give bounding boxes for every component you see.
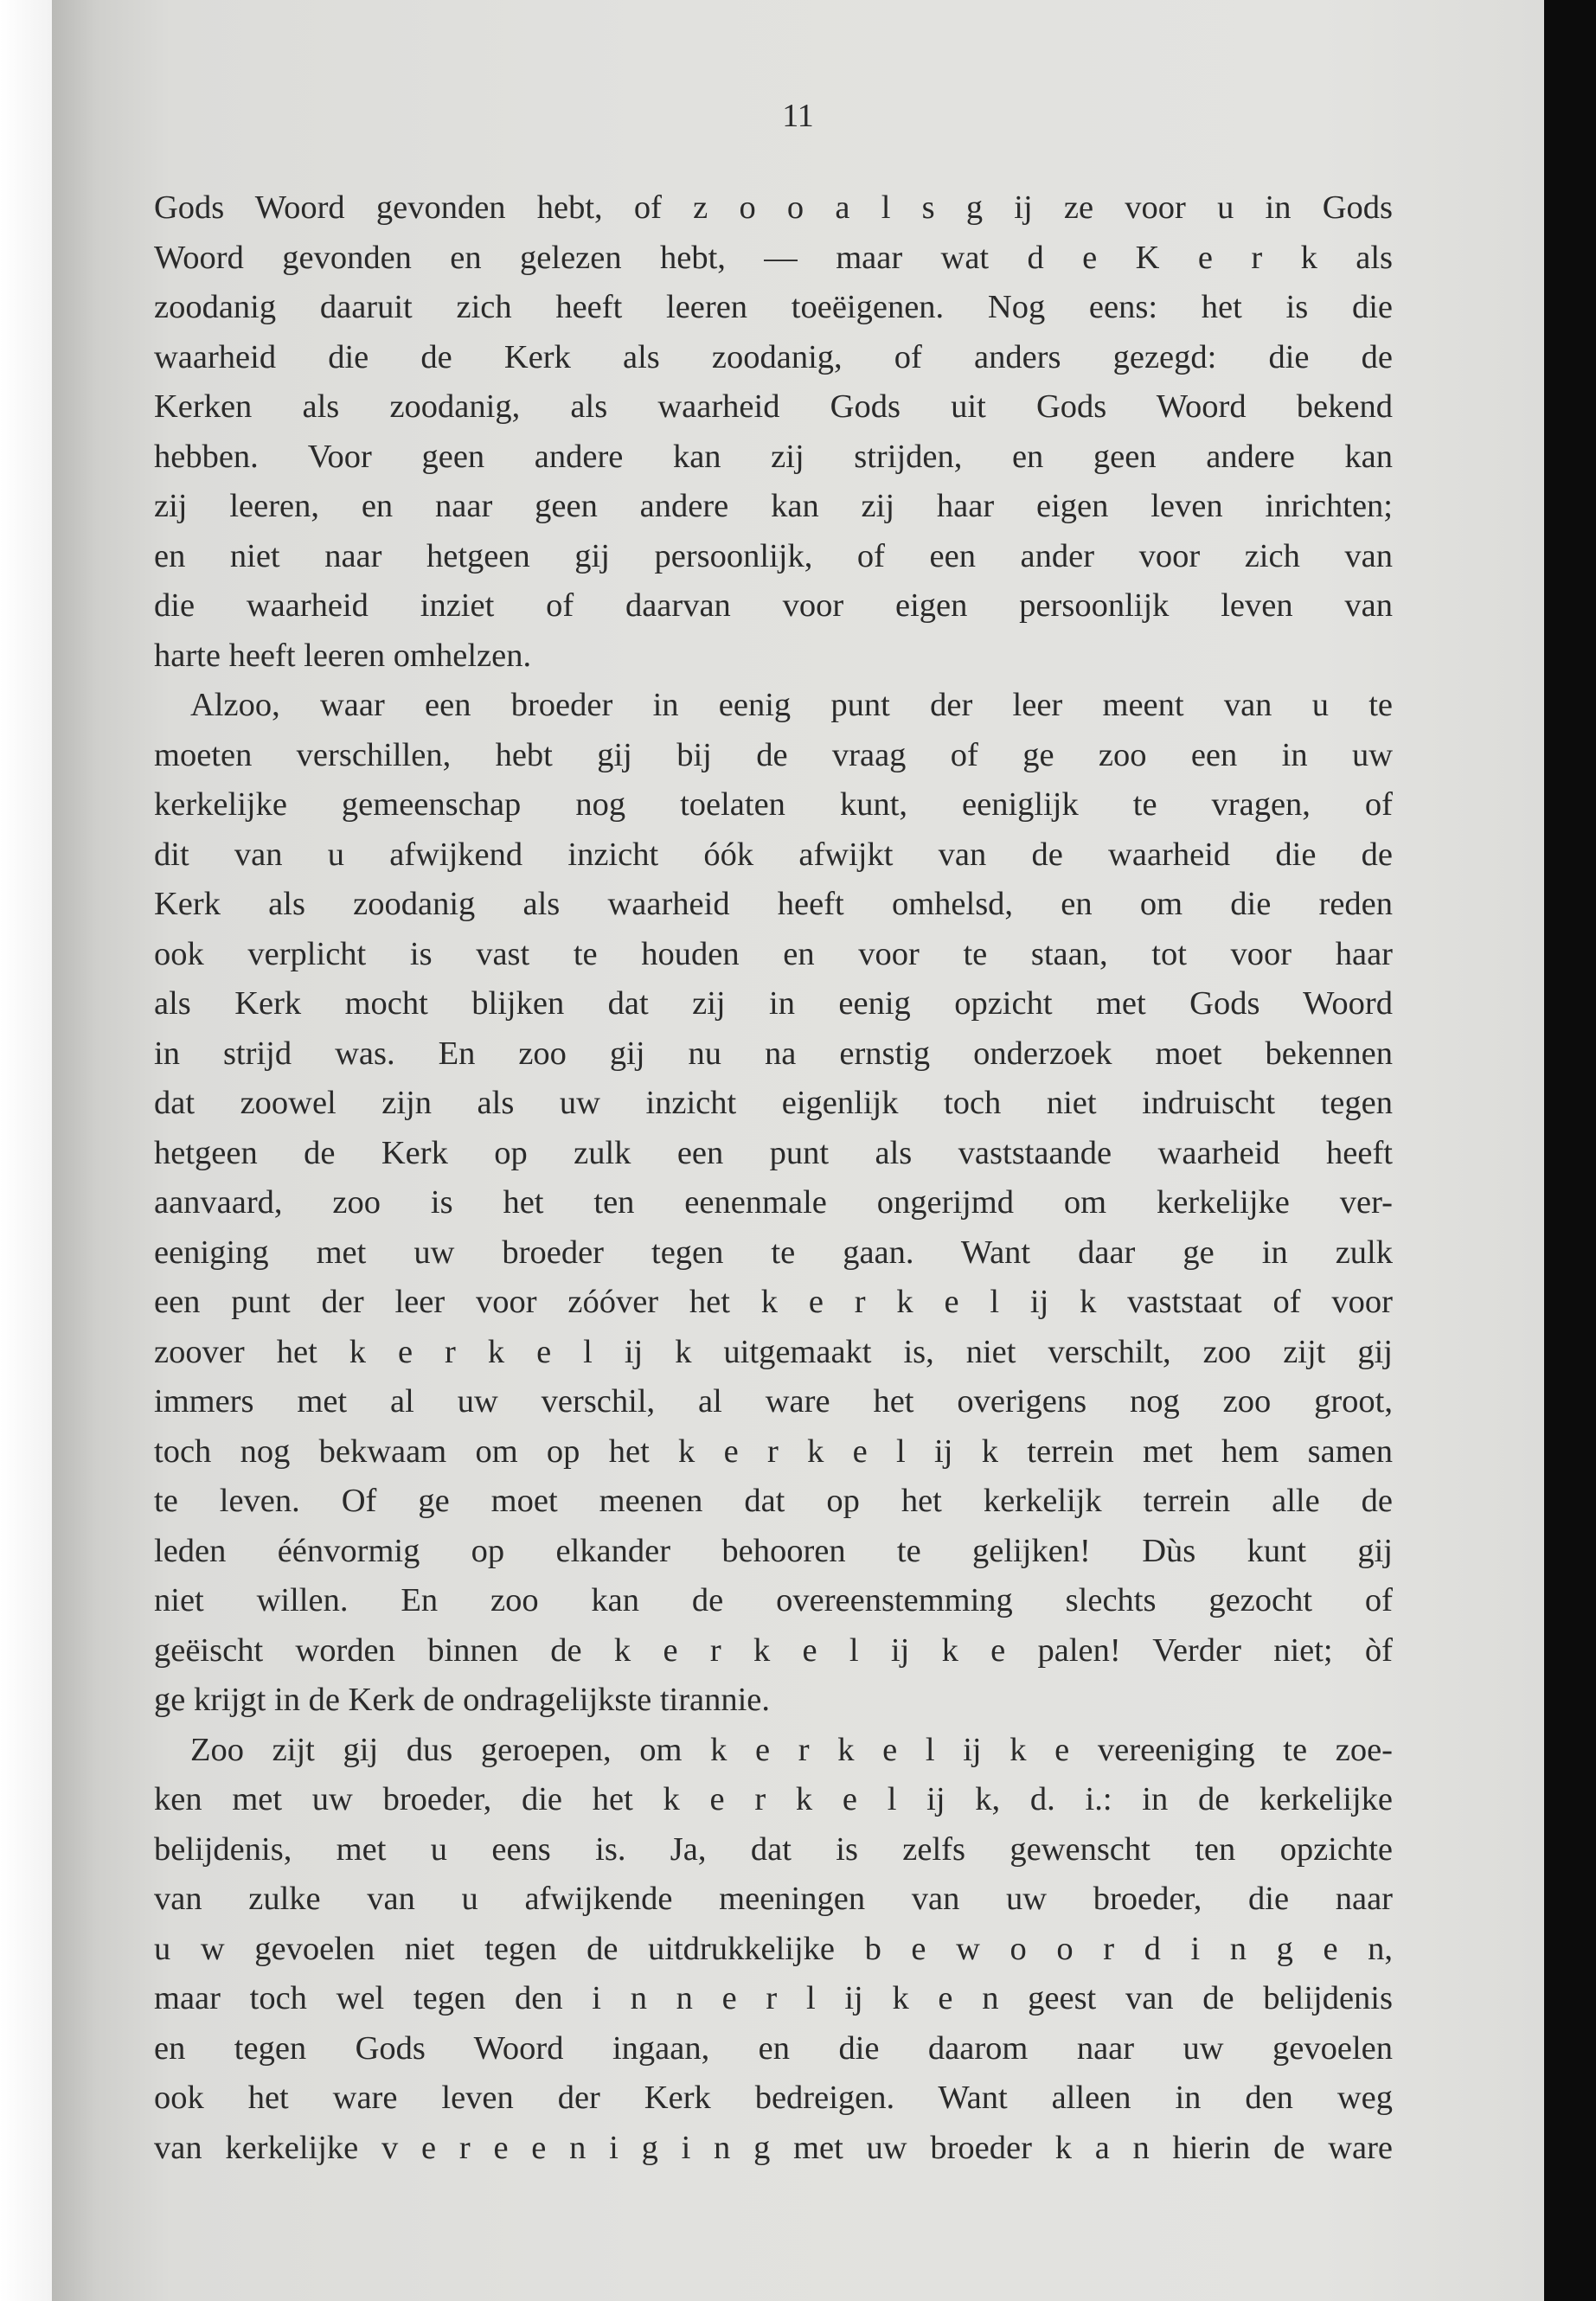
text-line: belijdenis, met u eens is. Ja, dat is zelfs gewenscht ten opzichte	[154, 1830, 1393, 1868]
text-line: hetgeen de Kerk op zulk een punt als vaststaande waarheid heeft	[154, 1134, 1393, 1171]
text-line: Zoo zijt gij dus geroepen, om k e r k e l ij k e vereeniging te zoe-	[190, 1731, 1393, 1768]
text-line: geëischt worden binnen de k e r k e l ij k e palen! Verder niet; òf	[154, 1631, 1393, 1669]
text-line: in strijd was. En zoo gij nu na ernstig onderzoek moet bekennen	[154, 1035, 1393, 1072]
text-line: ook het ware leven der Kerk bedreigen. Want alleen in den weg	[154, 2080, 1393, 2116]
text-line: kerkelijke gemeenschap nog toelaten kunt, eeniglijk te vragen, of	[154, 786, 1393, 823]
text-line: zoover het k e r k e l ij k uitgemaakt is, niet verschilt, zoo zijt gij	[154, 1333, 1393, 1370]
text-line: dit van u afwijkend inzicht óók afwijkt van de waarheid die de	[154, 836, 1393, 873]
text-line: Kerk als zoodanig als waarheid heeft omhelsd, en om die reden	[154, 886, 1393, 922]
text-line: hebben. Voor geen andere kan zij strijden, en geen andere kan	[154, 438, 1393, 475]
text-line: Kerken als zoodanig, als waarheid Gods uit Gods Woord bekend	[154, 388, 1393, 425]
text-line: zij leeren, en naar geen andere kan zij haar eigen leven inrichten;	[154, 488, 1393, 524]
text-line: ken met uw broeder, die het k e r k e l ij k, d. i.: in de kerkelijke	[154, 1781, 1393, 1817]
text-line: toch nog bekwaam om op het k e r k e l ij k terrein met hem samen	[154, 1433, 1393, 1470]
text-line: ge krijgt in de Kerk de ondragelijkste tirannie.	[154, 1682, 771, 1718]
text-line: Gods Woord gevonden hebt, of z o o a l s g ij ze voor u in Gods	[154, 189, 1393, 226]
text-line: immers met al uw verschil, al ware het overigens nog zoo groot,	[154, 1383, 1393, 1420]
text-line: Woord gevonden en gelezen hebt, — maar wat d e K e r k als	[154, 239, 1393, 276]
text-line: die waarheid inziet of daarvan voor eigen persoonlijk leven van	[154, 587, 1393, 624]
text-line: waarheid die de Kerk als zoodanig, of anders gezegd: die de	[154, 338, 1393, 375]
text-line: van kerkelijke v e r e e n i g i n g met uw broeder k a n hierin de ware	[154, 2129, 1393, 2166]
book-page	[52, 0, 1544, 2301]
text-line: en niet naar hetgeen gij persoonlijk, of een ander voor zich van	[154, 537, 1393, 574]
text-line: te leven. Of ge moet meenen dat op het kerkelijk terrein alle de	[154, 1483, 1393, 1519]
text-line: zoodanig daaruit zich heeft leeren toeëigenen. Nog eens: het is die	[154, 289, 1393, 325]
text-line: maar toch wel tegen den i n n e r l ij k e n geest van de belijdenis	[154, 1980, 1393, 2016]
page-number: 11	[782, 98, 814, 134]
text-line: harte heeft leeren omhelzen.	[154, 637, 532, 674]
text-line: van zulke van u afwijkende meeningen van uw broeder, die naar	[154, 1881, 1393, 1917]
text-line: een punt der leer voor zóóver het k e r k e l ij k vaststaat of voor	[154, 1284, 1393, 1320]
text-line: dat zoowel zijn als uw inzicht eigenlijk toch niet indruischt tegen	[154, 1085, 1393, 1121]
body-text	[154, 183, 1393, 2173]
text-line: niet willen. En zoo kan de overeenstemming slechts gezocht of	[154, 1582, 1393, 1618]
text-line: moeten verschillen, hebt gij bij de vraag of ge zoo een in uw	[154, 736, 1393, 773]
scan-left-margin	[0, 0, 52, 2301]
scan-right-border	[1544, 0, 1596, 2301]
text-line: ook verplicht is vast te houden en voor te staan, tot voor haar	[154, 935, 1393, 972]
text-line: Alzoo, waar een broeder in eenig punt der leer meent van u te	[190, 687, 1393, 723]
text-line: u w gevoelen niet tegen de uitdrukkelijke b e w o o r d i n g e n,	[154, 1930, 1393, 1967]
text-line: leden éénvormig op elkander behooren te gelijken! Dùs kunt gij	[154, 1532, 1393, 1569]
text-line: als Kerk mocht blijken dat zij in eenig opzicht met Gods Woord	[154, 985, 1393, 1022]
text-line: en tegen Gods Woord ingaan, en die daarom naar uw gevoelen	[154, 2029, 1393, 2067]
text-line: eeniging met uw broeder tegen te gaan. Want daar ge in zulk	[154, 1234, 1393, 1271]
text-line: aanvaard, zoo is het ten eenenmale ongerijmd om kerkelijke ver-	[154, 1184, 1393, 1221]
